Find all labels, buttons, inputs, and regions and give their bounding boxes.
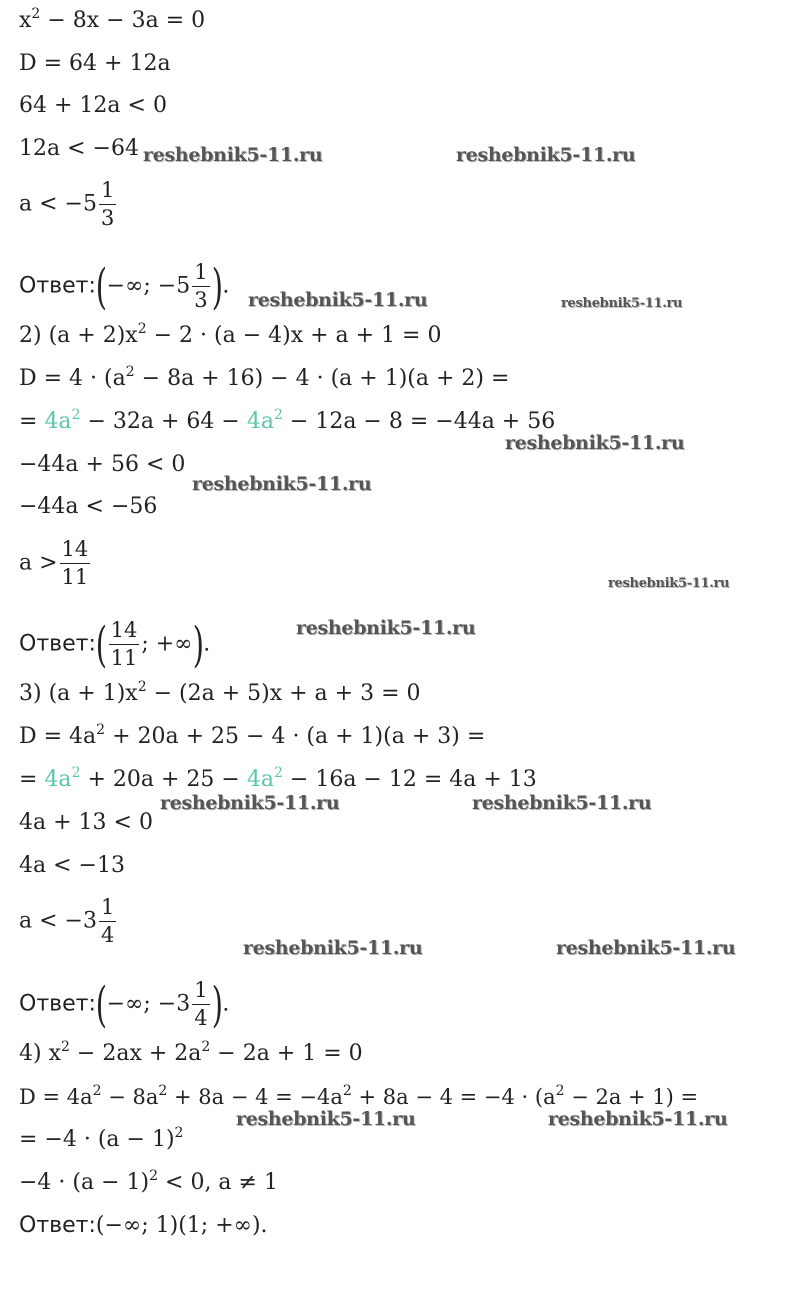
eq-text: a > xyxy=(19,550,58,576)
eq-line: 2) $(a + 2)x^2 - 2 \cdot (a - 4)x + a + 1 = 0$ xyxy=(19,321,442,348)
eq-line: −44a + 56 < 0 xyxy=(19,452,186,477)
exponent: 2 xyxy=(31,6,41,22)
eq-text: = xyxy=(19,767,45,792)
fraction xyxy=(60,539,91,588)
answer-label: Ответ: xyxy=(19,1213,96,1238)
exponent: 2 xyxy=(71,407,81,423)
eq-line: = $-4 \cdot (a - 1)^2$ xyxy=(19,1125,184,1152)
exponent: 2 xyxy=(201,1039,211,1055)
watermark: reshebnik5-11.ru xyxy=(192,473,372,495)
fraction xyxy=(192,980,209,1029)
exponent: 2 xyxy=(92,1083,102,1099)
answer-line xyxy=(19,1211,268,1241)
eq-line xyxy=(19,539,92,588)
eq-line: $D = 4 \cdot (a^2 - 8a + 16) - 4 \cdot (a + 1)(a + 2)$ = xyxy=(19,364,510,391)
left-paren: ( xyxy=(95,616,107,673)
fraction-denominator: 11 xyxy=(110,646,138,670)
answer-line xyxy=(19,616,211,673)
fraction-numerator: 1 xyxy=(99,180,116,205)
answer-label: Ответ: xyxy=(19,991,96,1017)
exponent: 2 xyxy=(137,321,147,337)
answer-label: Ответ: xyxy=(19,273,96,299)
right-paren: ) xyxy=(211,258,223,315)
answer-line xyxy=(19,976,230,1033)
eq-text: = xyxy=(19,409,45,434)
fraction xyxy=(192,262,209,311)
answer-text: −∞; −5 xyxy=(106,273,191,299)
watermark: reshebnik5-11.ru xyxy=(472,792,652,814)
answer-text: ; +∞ xyxy=(141,631,193,657)
exponent: 2 xyxy=(273,407,283,423)
watermark: reshebnik5-11.ru xyxy=(561,296,683,311)
eq-text: + 20a + 25 − xyxy=(80,767,247,792)
highlight-term: $4a^2$ xyxy=(44,765,81,792)
watermark: reshebnik5-11.ru xyxy=(243,937,423,959)
watermark: reshebnik5-11.ru xyxy=(236,1108,416,1130)
watermark: reshebnik5-11.ru xyxy=(248,289,428,311)
fraction-numerator: 1 xyxy=(192,262,209,287)
eq-line xyxy=(19,897,118,946)
highlight-term: $4a^2$ xyxy=(246,765,283,792)
eq-line xyxy=(19,407,555,437)
exponent: 2 xyxy=(555,1083,565,1099)
exponent: 2 xyxy=(149,1168,159,1184)
right-paren: ) xyxy=(211,976,223,1033)
watermark: reshebnik5-11.ru xyxy=(296,617,476,639)
eq-line: D = 64 + 12a xyxy=(19,51,171,76)
answer-end: . xyxy=(222,991,230,1017)
watermark: reshebnik5-11.ru xyxy=(556,937,736,959)
eq-line: $D = 4a^2 + 20a + 25 - 4 \cdot (a + 1)(a + 3)$ = xyxy=(19,722,486,749)
eq-line: $D = 4a^2 - 8a^2 + 8a - 4 = -4a^2 + 8a - 4 = -4 \cdot (a^2 - 2a + 1)$ = xyxy=(19,1083,699,1109)
highlight-term: $4a^2$ xyxy=(246,407,283,434)
answer-label: Ответ: xyxy=(19,631,96,657)
exponent: 2 xyxy=(71,765,81,781)
eq-line: $-4 \cdot (a - 1)^2 < 0$, a ≠ 1 xyxy=(19,1168,278,1195)
left-paren: ( xyxy=(95,976,107,1033)
watermark: reshebnik5-11.ru xyxy=(548,1108,728,1130)
watermark: reshebnik5-11.ru xyxy=(160,792,340,814)
eq-line: 12a < −64 xyxy=(19,136,139,161)
exponent: 2 xyxy=(342,1083,352,1099)
exponent: 2 xyxy=(125,364,135,380)
eq-line: 3) $(a + 1)x^2 - (2a + 5)x + a + 3 = 0$ xyxy=(19,679,421,706)
eq-text: − 16a − 12 = 4a + 13 xyxy=(282,767,537,792)
eq-line: −44a < −56 xyxy=(19,494,158,519)
left-paren: ( xyxy=(95,258,107,315)
fraction-denominator: 11 xyxy=(61,565,89,589)
eq-line: 4a + 13 < 0 xyxy=(19,810,153,835)
eq-line: 4) $x^2 - 2ax + 2a^2 - 2a + 1 = 0$ xyxy=(19,1039,363,1066)
eq-line xyxy=(19,180,118,229)
fraction-denominator: 4 xyxy=(100,923,115,947)
eq-line: $x^2 - 8x - 3a = 0$ xyxy=(19,6,206,33)
eq-line xyxy=(19,765,537,795)
fraction xyxy=(99,897,116,946)
answer-line xyxy=(19,258,230,315)
fraction-denominator: 3 xyxy=(100,206,115,230)
fraction xyxy=(109,620,140,669)
fraction-numerator: 1 xyxy=(99,897,116,922)
watermark: reshebnik5-11.ru xyxy=(456,144,636,166)
watermark: reshebnik5-11.ru xyxy=(505,432,685,454)
answer-text: (−∞; 1)(1; +∞). xyxy=(95,1213,268,1238)
answer-text: −∞; −3 xyxy=(106,991,191,1017)
fraction xyxy=(99,180,116,229)
answer-end: . xyxy=(222,273,230,299)
fraction-denominator: 4 xyxy=(194,1006,208,1030)
fraction-numerator: 1 xyxy=(192,980,209,1005)
watermark: reshebnik5-11.ru xyxy=(143,144,323,166)
right-paren: ) xyxy=(192,616,204,673)
exponent: 2 xyxy=(273,765,283,781)
eq-text: a < −3 xyxy=(19,908,97,934)
fraction-numerator: 14 xyxy=(60,539,91,564)
fraction-numerator: 14 xyxy=(109,620,140,645)
highlight-term: $4a^2$ xyxy=(44,407,81,434)
exponent: 2 xyxy=(174,1125,184,1141)
exponent: 2 xyxy=(137,679,147,695)
exponent: 2 xyxy=(96,722,106,738)
eq-text: a < −5 xyxy=(19,191,97,217)
fraction-denominator: 3 xyxy=(194,288,208,312)
exponent: 2 xyxy=(60,1039,70,1055)
eq-line: 4a < −13 xyxy=(19,853,125,878)
watermark: reshebnik5-11.ru xyxy=(608,576,730,591)
eq-line: 64 + 12a < 0 xyxy=(19,93,167,118)
answer-end: . xyxy=(203,631,211,657)
eq-text: − 32a + 64 − xyxy=(80,409,247,434)
eq-text: − 12a − 8 = −44a + 56 xyxy=(282,409,556,434)
exponent: 2 xyxy=(158,1083,168,1099)
